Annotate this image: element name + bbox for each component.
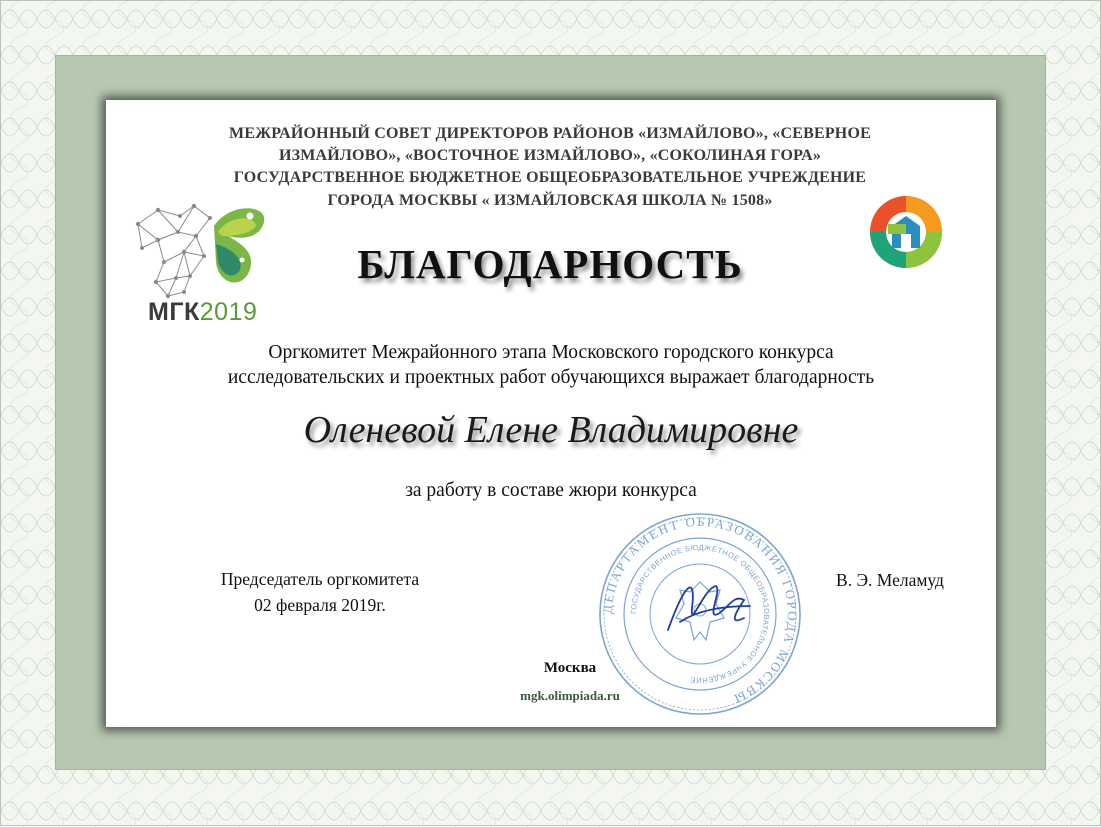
organization-line-3: ГОСУДАРСТВЕННОЕ БЮДЖЕТНОЕ ОБЩЕОБРАЗОВАТЕЛЬНОЕ УЧРЕЖДЕНИЕ: [233, 169, 867, 186]
intro-text: [150, 340, 952, 390]
certificate-title: БЛАГОДАРНОСТЬ: [357, 241, 743, 287]
intro-line-1: Оргкомитет Межрайонного этапа Московского городского конкурса: [268, 342, 834, 363]
organization-line-1: МЕЖРАЙОННЫЙ СОВЕТ ДИРЕКТОРОВ РАЙОНОВ «ИЗМАЙЛОВО», «СЕВЕРНОЕ: [229, 125, 871, 142]
contest-logo-text: МГК2019: [148, 298, 258, 326]
award-reason: за работу в составе жюри конкурса: [405, 480, 697, 501]
stamp-inner-text: ГОСУДАРСТВЕННОЕ БЮДЖЕТНОЕ ОБЩЕОБРАЗОВАТЕЛЬНОЕ УЧРЕЖДЕНИЕ: [628, 542, 772, 686]
signature-role-block: [160, 566, 480, 618]
city: Москва: [543, 660, 597, 676]
recipient-name: Оленевой Елене Владимировне: [303, 409, 799, 451]
intro-line-2: исследовательских и проектных работ обучающихся выражает благодарность: [227, 367, 875, 388]
issue-date: 02 февраля 2019г.: [254, 595, 386, 615]
organization-line-4: ГОРОДА МОСКВЫ « ИЗМАЙЛОВСКАЯ ШКОЛА № 1508»: [327, 192, 773, 209]
stamp-outer-text: ДЕПАРТАМЕНТ ОБРАЗОВАНИЯ ГОРОДА МОСКВЫ: [599, 513, 801, 708]
website-link[interactable]: mgk.olimpiada.ru: [520, 688, 620, 703]
school-logo: [868, 194, 944, 270]
official-stamp: [594, 510, 806, 718]
organization-line-2: ИЗМАЙЛОВО», «ВОСТОЧНОЕ ИЗМАЙЛОВО», «СОКОЛИНАЯ ГОРА»: [278, 147, 822, 164]
signer-name: В. Э. Меламуд: [836, 570, 944, 590]
chair-title: Председатель оргкомитета: [220, 569, 420, 589]
